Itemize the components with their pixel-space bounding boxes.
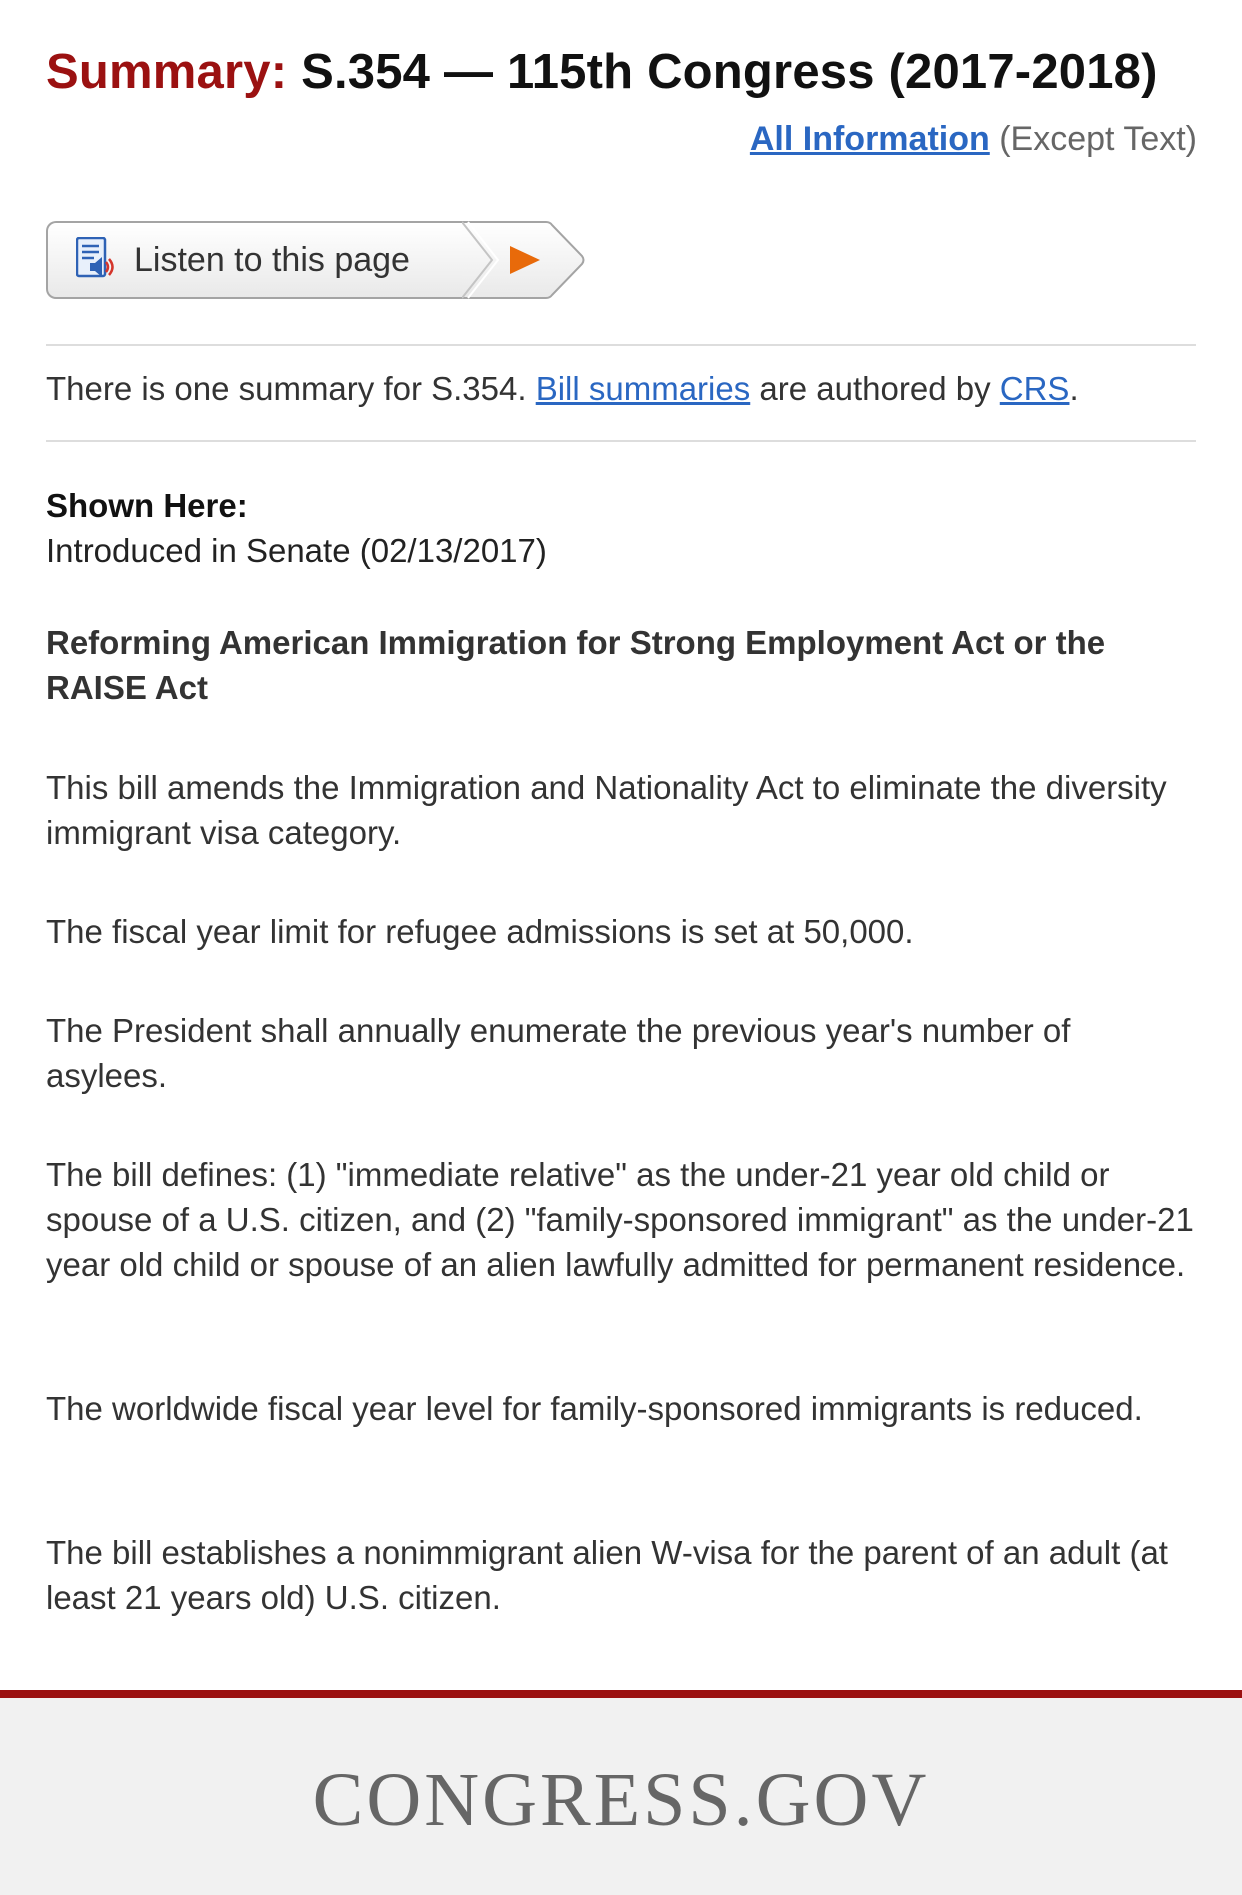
all-information-link[interactable]: All Information: [749, 120, 990, 158]
congress-gov-logo[interactable]: CONGRESS.GOV: [312, 1758, 930, 1842]
footer-accent-bar: [0, 1690, 1242, 1698]
act-title: Reforming American Immigration for Strong Employment Act or the RAISE Act: [46, 624, 1106, 706]
all-information-suffix: (Except Text): [999, 120, 1197, 158]
play-icon[interactable]: [460, 221, 590, 299]
summary-paragraph: The worldwide fiscal year level for family-sponsored immigrants is reduced.: [46, 1390, 1143, 1427]
summary-count-line: [46, 370, 1079, 408]
shown-here-label: Shown Here:: [46, 487, 248, 524]
bill-summaries-link[interactable]: Bill summaries: [535, 370, 751, 407]
summary-paragraph: The bill establishes a nonimmigrant alien W-visa for the parent of an adult (at least 21 years old) U.S. citizen.: [46, 1534, 1168, 1616]
summary-paragraph: The fiscal year limit for refugee admissions is set at 50,000.: [46, 913, 914, 950]
summary-paragraph: The President shall annually enumerate the previous year's number of asylees.: [46, 1012, 1071, 1094]
summary-authored-text: are authored by: [759, 370, 991, 407]
listen-button-body[interactable]: [46, 221, 462, 299]
crs-link[interactable]: CRS: [999, 370, 1070, 407]
listen-button[interactable]: [46, 221, 590, 299]
all-information-line: [750, 120, 1197, 159]
summary-count-text: There is one summary for S.354.: [46, 370, 527, 407]
divider-top: [46, 344, 1196, 346]
summary-paragraph: The bill defines: (1) "immediate relative" as the under-21 year old child or spouse of a U.S. citizen, and (2) "family-sponsored immigrant" as the under-21 year old child or spouse of an alien lawfully admitted for permanent residence.: [46, 1156, 1194, 1283]
summary-paragraph: This bill amends the Immigration and Nationality Act to eliminate the diversity immigrant visa category.: [46, 769, 1167, 851]
divider-bottom: [46, 440, 1196, 442]
page-title: [46, 44, 1158, 100]
summary-period: .: [1069, 370, 1079, 407]
title-bill: S.354 — 115th Congress (2017-2018): [301, 45, 1158, 99]
title-prefix: Summary:: [46, 45, 288, 99]
speaker-document-icon: [76, 237, 116, 283]
listen-button-label: Listen to this page: [134, 240, 410, 279]
shown-here-value: Introduced in Senate (02/13/2017): [46, 532, 547, 569]
footer: [0, 1698, 1242, 1895]
